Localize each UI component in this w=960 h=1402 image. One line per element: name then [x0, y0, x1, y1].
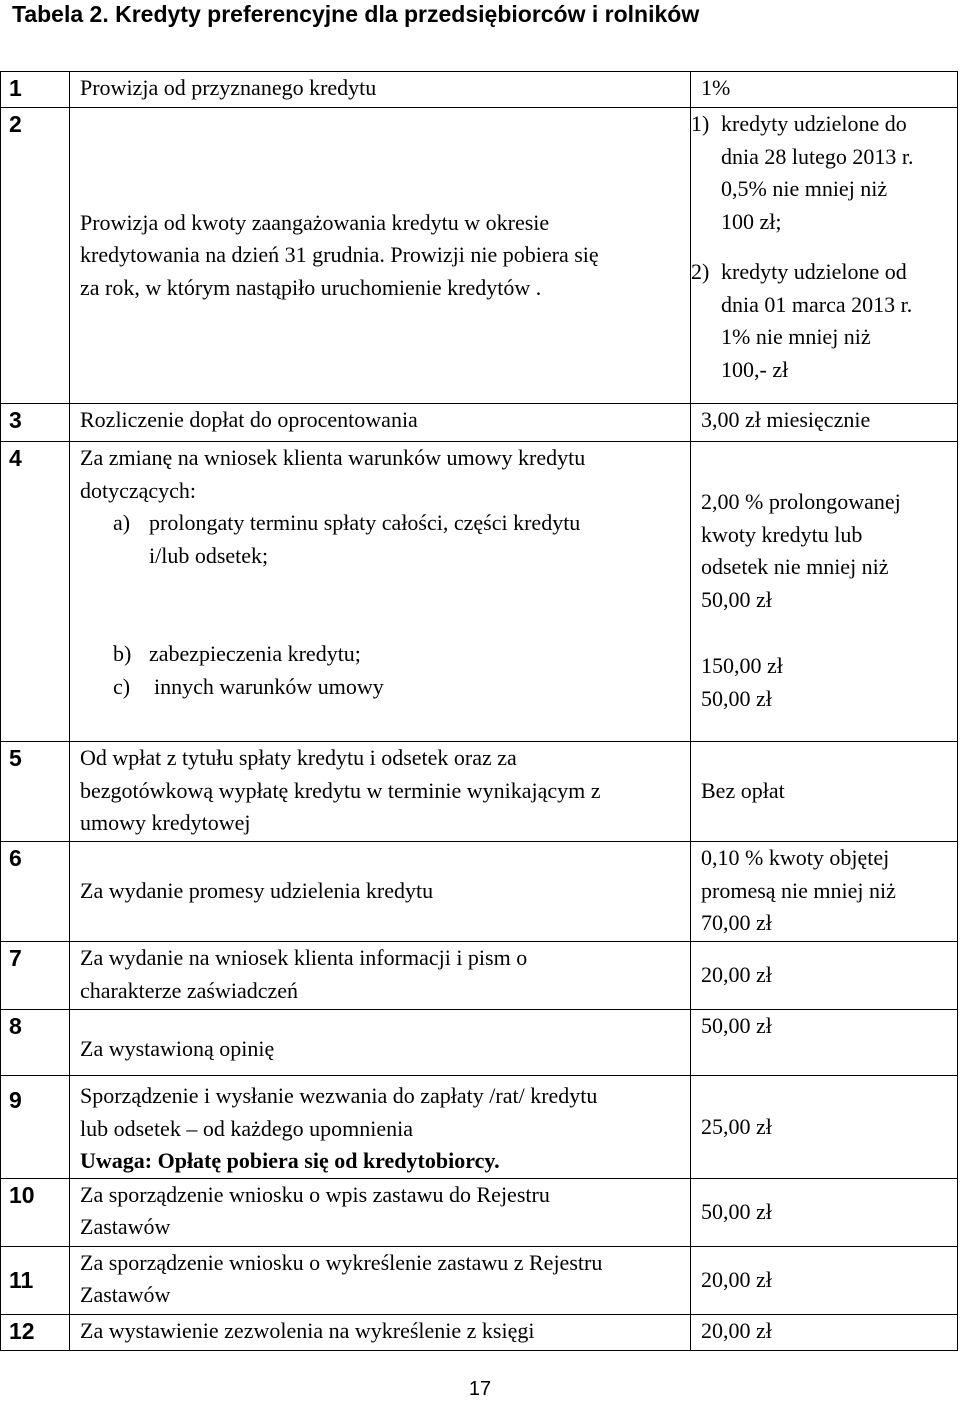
- row-number: 9: [1, 1076, 70, 1179]
- sub-item-letter: c): [113, 673, 131, 699]
- row-fee: Bez opłat: [691, 742, 958, 842]
- fee-item-text: [721, 108, 913, 238]
- fee-line: 150,00 zł: [701, 653, 783, 678]
- table-row: [1, 108, 958, 404]
- sub-item: [80, 507, 690, 572]
- fee-item: [691, 108, 957, 238]
- row-fee: [691, 842, 958, 942]
- desc-line: Za sporządzenie wniosku o wpis zastawu do Rejestru: [80, 1181, 550, 1207]
- row-number: 11: [1, 1246, 70, 1314]
- sub-line: i/lub odsetek;: [149, 542, 269, 568]
- row-fee: 3,00 zł miesięcznie: [691, 404, 958, 442]
- row-fee: [691, 442, 958, 742]
- sub-item: [80, 671, 690, 704]
- row-fee: 20,00 zł: [691, 942, 958, 1010]
- table-row: [1, 442, 958, 742]
- fee-line: kredyty udzielone od: [721, 259, 907, 284]
- sub-item-text: [149, 507, 580, 572]
- fee-table: [0, 71, 958, 1351]
- row-description: [70, 1076, 691, 1179]
- sub-line: prolongaty terminu spłaty całości, części kredytu: [149, 510, 581, 535]
- row-fee: 50,00 zł: [691, 1010, 958, 1076]
- table-row: [1, 404, 958, 442]
- row-description: [70, 1178, 691, 1246]
- row-description: [70, 742, 691, 842]
- desc-line: charakterze zaświadczeń: [80, 977, 299, 1003]
- desc-line: umowy kredytowej: [80, 810, 251, 835]
- row-number: 12: [1, 1314, 70, 1350]
- table-row: [1, 842, 958, 942]
- fee-line: 1% nie mniej niż: [721, 324, 871, 349]
- fee-line: dnia 28 lutego 2013 r.: [721, 143, 914, 169]
- table-row: [1, 1246, 958, 1314]
- fee-line: 0,10 % kwoty objętej: [701, 845, 890, 870]
- table-row: [1, 1076, 958, 1179]
- row-number: 10: [1, 1178, 70, 1246]
- table-row: [1, 72, 958, 108]
- row-number: 7: [1, 942, 70, 1010]
- desc-line: kredytowania na dzień 31 grudnia. Prowizji nie pobiera się: [80, 242, 599, 268]
- table-title: Tabela 2. Kredyty preferencyjne dla przedsiębiorców i rolników: [12, 1, 700, 27]
- row-number: 3: [1, 404, 70, 442]
- fee-item-number: 2): [691, 259, 710, 284]
- fee-line: 100 zł;: [721, 208, 782, 234]
- desc-line: lub odsetek – od każdego upomnienia: [80, 1115, 413, 1141]
- sub-line: zabezpieczenia kredytu;: [149, 641, 361, 666]
- desc-line: Zastawów: [80, 1282, 171, 1307]
- sub-item-letter: b): [113, 641, 132, 666]
- table-row: [1, 1314, 958, 1350]
- fee-line: 70,00 zł: [701, 910, 772, 935]
- fee-line: 100,- zł: [721, 356, 789, 382]
- sub-line: innych warunków umowy: [154, 673, 384, 699]
- row-description: Rozliczenie dopłat do oprocentowania: [70, 404, 691, 442]
- desc-line: Za zmianę na wniosek klienta warunków umowy kredytu: [80, 445, 586, 470]
- row-description: Prowizja od przyznanego kredytu: [70, 72, 691, 108]
- row-description: Za wystawioną opinię: [70, 1010, 691, 1076]
- desc-line: Od wpłat z tytułu spłaty kredytu i odsetek oraz za: [80, 745, 517, 770]
- fee-line: 2,00 % prolongowanej: [701, 489, 901, 514]
- fee-item-text: [721, 256, 912, 386]
- row-number: 6: [1, 842, 70, 942]
- desc-line: Prowizja od kwoty zaangażowania kredytu w okresie: [80, 209, 550, 235]
- table-row: [1, 1178, 958, 1246]
- desc-line: Za wydanie na wniosek klienta informacji i pism o: [80, 945, 528, 970]
- row-number: 1: [1, 72, 70, 108]
- desc-line: Zastawów: [80, 1214, 171, 1239]
- sub-item-letter: a): [113, 510, 131, 535]
- row-fee: 1%: [691, 72, 958, 108]
- fee-line: 0,5% nie mniej niż: [721, 176, 888, 201]
- table-row: [1, 1010, 958, 1076]
- row-description: Za wydanie promesy udzielenia kredytu: [70, 842, 691, 942]
- sub-item: [80, 638, 690, 671]
- fee-block-a: [701, 486, 957, 616]
- fee-item: [691, 256, 957, 386]
- fee-line: odsetek nie mniej niż: [701, 554, 889, 579]
- row-number: 5: [1, 742, 70, 842]
- desc-line: bezgotówkową wypłatę kredytu w terminie wynikającym z: [80, 777, 601, 803]
- row-description: [70, 442, 691, 742]
- row-description: Za wystawienie zezwolenia na wykreślenie z księgi: [70, 1314, 691, 1350]
- fee-line: 50,00 zł: [701, 586, 772, 612]
- row-number: 4: [1, 442, 70, 742]
- fee-line: kredyty udzielone do: [721, 111, 907, 136]
- note: Uwaga: Opłatę pobiera się od kredytobiorcy.: [80, 1148, 500, 1173]
- row-description: [70, 108, 691, 404]
- row-fee: 50,00 zł: [691, 1178, 958, 1246]
- desc-line: Sporządzenie i wysłanie wezwania do zapłaty /rat/ kredytu: [80, 1083, 598, 1108]
- fee-line: dnia 01 marca 2013 r.: [721, 291, 913, 317]
- fee-line: kwoty kredytu lub: [701, 521, 863, 547]
- desc-line: dotyczących:: [80, 477, 197, 503]
- row-fee: 20,00 zł: [691, 1314, 958, 1350]
- fee-line: promesą nie mniej niż: [701, 877, 896, 903]
- fee-item-number: 1): [691, 111, 710, 136]
- table-row: [1, 742, 958, 842]
- page-number: 17: [468, 1378, 492, 1400]
- desc-line: Za sporządzenie wniosku o wykreślenie zastawu z Rejestru: [80, 1249, 603, 1275]
- row-number: 2: [1, 108, 70, 404]
- row-description: [70, 942, 691, 1010]
- fee-line: 50,00 zł: [701, 685, 772, 711]
- row-fee: [691, 108, 958, 404]
- row-number: 8: [1, 1010, 70, 1076]
- row-description: [70, 1246, 691, 1314]
- desc-line: za rok, w którym nastąpiło uruchomienie kredytów .: [80, 274, 542, 300]
- row-fee: 25,00 zł: [691, 1076, 958, 1179]
- table-row: [1, 942, 958, 1010]
- row-fee: 20,00 zł: [691, 1246, 958, 1314]
